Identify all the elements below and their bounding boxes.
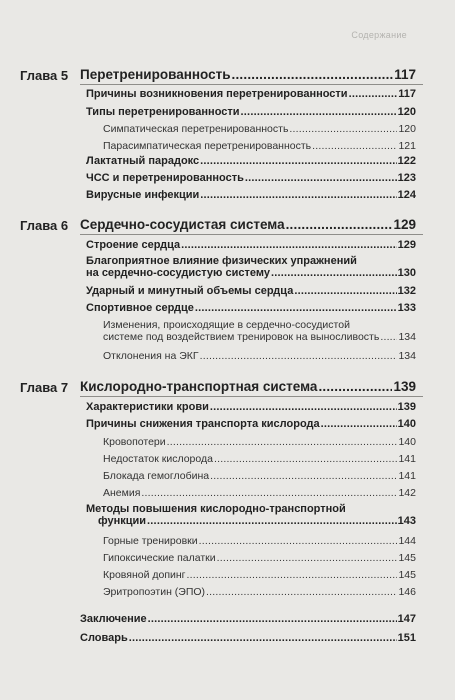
toc-entry-page: 129 — [393, 217, 416, 232]
toc-entry[interactable] — [86, 401, 416, 413]
toc-entry[interactable] — [103, 535, 416, 547]
toc-entry-page: 140 — [398, 436, 416, 448]
leader-dots — [181, 239, 396, 251]
toc-entry-title: Причины возникновения перетренированности — [86, 88, 348, 100]
toc-entry[interactable] — [86, 172, 416, 184]
toc-entry-page: 146 — [398, 586, 416, 598]
toc-entry-page: 139 — [393, 379, 416, 394]
toc-entry-title: Типы перетренированности — [86, 106, 240, 118]
toc-entry[interactable] — [103, 453, 416, 465]
toc-entry-title: Недостаток кислорода — [103, 453, 213, 465]
toc-entry-title: Симпатическая перетренированность — [103, 123, 289, 135]
divider — [80, 84, 423, 85]
leader-dots — [289, 123, 397, 135]
toc-entry-title: Ударный и минутный объемы сердца — [86, 285, 294, 297]
toc-entry-title: Спортивное сердце — [86, 302, 194, 314]
toc-entry-title: Строение сердца — [86, 239, 181, 251]
toc-entry-page: 120 — [397, 106, 416, 118]
toc-entry-page: 145 — [398, 552, 416, 564]
toc-entry[interactable] — [103, 436, 416, 448]
toc-entry-title: Горные тренировки — [103, 535, 198, 547]
toc-entry-title: Вирусные инфекции — [86, 189, 200, 201]
toc-entry[interactable] — [86, 106, 416, 118]
toc-entry-title: Словарь — [80, 632, 128, 644]
toc-entry[interactable] — [103, 569, 416, 581]
toc-entry[interactable] — [103, 319, 416, 343]
toc-entry-title: Изменения, происходящие в сердечно-сосудистой — [103, 319, 350, 331]
toc-entry-page: 123 — [397, 172, 416, 184]
toc-entry-glossary[interactable] — [80, 632, 416, 644]
toc-entry-title: Перетренированность — [80, 67, 231, 82]
running-header: Содержание — [351, 30, 407, 40]
toc-entry-title: ЧСС и перетренированность — [86, 172, 244, 184]
toc-entry-title: Анемия — [103, 487, 141, 499]
leader-dots — [206, 586, 397, 598]
toc-entry-page: 134 — [398, 350, 416, 362]
leader-dots — [200, 189, 396, 201]
toc-entry-page: 142 — [398, 487, 416, 499]
toc-entry-page: 151 — [397, 632, 416, 644]
toc-entry-title: Кислородно-транспортная система — [80, 379, 318, 394]
toc-entry-page: 120 — [398, 123, 416, 135]
toc-entry-page: 145 — [398, 569, 416, 581]
leader-dots — [147, 515, 397, 527]
leader-dots — [380, 331, 397, 343]
toc-entry-title: Сердечно-сосудистая система — [80, 217, 285, 232]
leader-dots — [148, 613, 397, 625]
leader-dots — [187, 569, 398, 581]
toc-entry[interactable] — [103, 123, 416, 135]
toc-entry[interactable] — [86, 418, 416, 430]
toc-entry-chapter-6[interactable] — [80, 217, 416, 232]
toc-entry-title: Заключение — [80, 613, 147, 625]
leader-dots — [245, 172, 397, 184]
toc-entry[interactable] — [86, 255, 416, 279]
toc-entry-page: 117 — [394, 67, 416, 82]
leader-dots — [294, 285, 396, 297]
chapter-6-label: Глава 6 — [20, 218, 69, 233]
toc-entry-title: Блокада гемоглобина — [103, 470, 210, 482]
toc-entry-title: Кровопотери — [103, 436, 166, 448]
divider — [80, 234, 423, 235]
toc-entry-title: Кровяной допинг — [103, 569, 186, 581]
toc-entry-page: 121 — [398, 140, 416, 152]
toc-entry-chapter-5[interactable] — [80, 67, 416, 82]
toc-entry[interactable] — [103, 470, 416, 482]
leader-dots — [232, 67, 394, 82]
toc-entry-title-cont: системе под воздействием тренировок на выносливость — [103, 331, 380, 343]
toc-entry-page: 139 — [397, 401, 416, 413]
toc-entry-title: Методы повышения кислородно-транспортной — [86, 503, 346, 515]
toc-entry-title-cont: функции — [98, 515, 147, 527]
toc-entry-chapter-7[interactable] — [80, 379, 416, 394]
toc-entry-title: Лактатный парадокс — [86, 155, 200, 167]
toc-entry-title: Отклонения на ЭКГ — [103, 350, 199, 362]
toc-entry-page: 147 — [397, 613, 416, 625]
toc-entry-page: 133 — [397, 302, 416, 314]
toc-entry[interactable] — [86, 189, 416, 201]
chapter-7-label: Глава 7 — [20, 380, 69, 395]
leader-dots — [214, 453, 398, 465]
toc-entry-title: Парасимпатическая перетренированность — [103, 140, 312, 152]
leader-dots — [200, 155, 396, 167]
toc-entry-page: 141 — [398, 470, 416, 482]
toc-entry-page: 134 — [398, 331, 416, 343]
toc-entry-title: Гипоксические палатки — [103, 552, 216, 564]
toc-entry[interactable] — [86, 302, 416, 314]
toc-entry[interactable] — [103, 552, 416, 564]
leader-dots — [210, 401, 397, 413]
toc-entry-page: 130 — [397, 267, 416, 279]
toc-entry-title: Благоприятное влияние физических упражнений — [86, 255, 357, 267]
leader-dots — [141, 487, 397, 499]
toc-entry[interactable] — [103, 487, 416, 499]
toc-entry-page: 122 — [397, 155, 416, 167]
toc-entry-page: 140 — [397, 418, 416, 430]
toc-entry-title: Причины снижения транспорта кислорода — [86, 418, 320, 430]
toc-entry[interactable] — [86, 503, 416, 527]
leader-dots — [210, 470, 397, 482]
toc-entry-page: 132 — [397, 285, 416, 297]
toc-entry[interactable] — [103, 140, 416, 152]
leader-dots — [271, 267, 397, 279]
toc-entry[interactable] — [86, 88, 416, 100]
leader-dots — [199, 535, 398, 547]
toc-entry-title: Эритропоэтин (ЭПО) — [103, 586, 206, 598]
toc-entry-conclusion[interactable] — [80, 613, 416, 625]
toc-entry-title: Характеристики крови — [86, 401, 209, 413]
toc-entry-page: 141 — [398, 453, 416, 465]
leader-dots — [318, 379, 392, 394]
toc-entry-page: 144 — [398, 535, 416, 547]
leader-dots — [200, 350, 398, 362]
toc-entry-page: 143 — [397, 515, 416, 527]
toc-entry[interactable] — [86, 155, 416, 167]
leader-dots — [241, 106, 397, 118]
leader-dots — [195, 302, 397, 314]
toc-entry-page: 129 — [397, 239, 416, 251]
leader-dots — [217, 552, 398, 564]
toc-entry[interactable] — [86, 285, 416, 297]
toc-entry-page: 117 — [398, 88, 416, 100]
toc-entry[interactable] — [103, 586, 416, 598]
leader-dots — [349, 88, 398, 100]
leader-dots — [129, 632, 397, 644]
toc-entry[interactable] — [86, 239, 416, 251]
leader-dots — [321, 418, 397, 430]
leader-dots — [286, 217, 393, 232]
leader-dots — [312, 140, 397, 152]
toc-entry-title-cont: на сердечно-сосудистую систему — [86, 267, 270, 279]
toc-entry[interactable] — [103, 350, 416, 362]
leader-dots — [167, 436, 398, 448]
toc-entry-page: 124 — [397, 189, 416, 201]
chapter-5-label: Глава 5 — [20, 68, 69, 83]
divider — [80, 396, 423, 397]
